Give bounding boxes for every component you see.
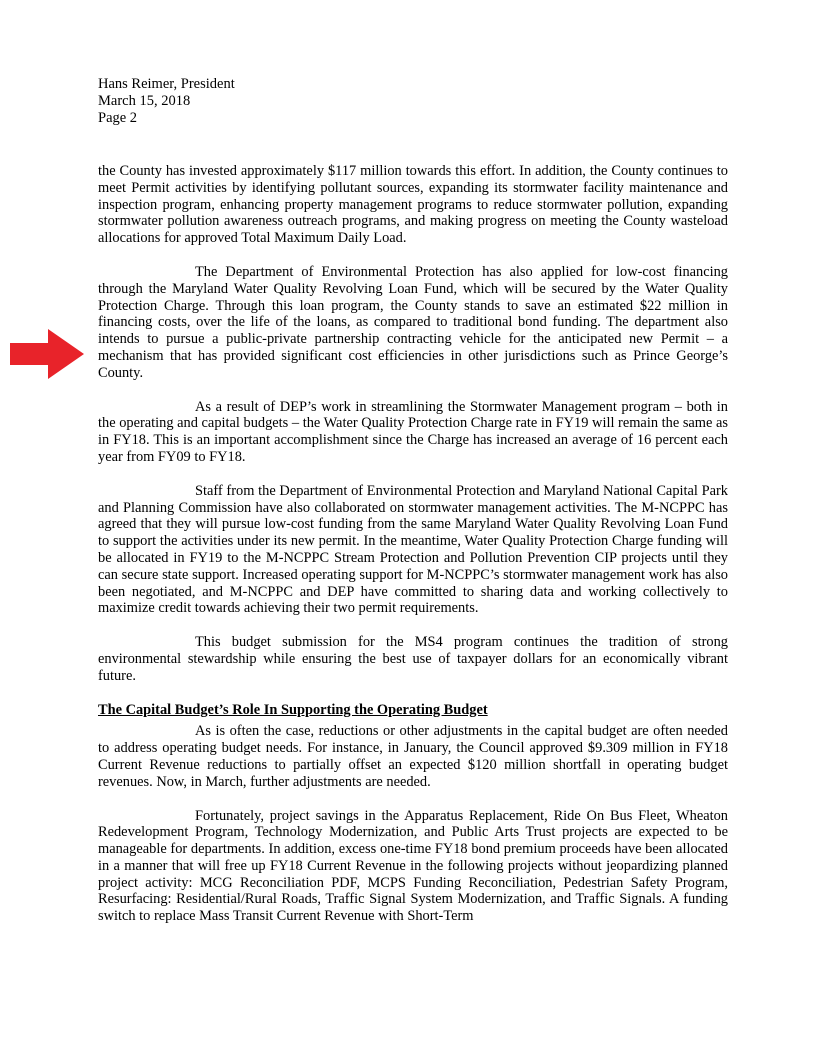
letter-body: [98, 163, 728, 942]
recipient-line: Hans Reimer, President: [98, 76, 235, 92]
paragraph-2: The Department of Environmental Protection has also applied for low-cost financing through the Maryland Water Quality Revolving Loan Fund, which will be secured by the Water Quality Protection Charge. Through this loan program, the County stands to save an estimated $22 million in financing costs, over the life of the loans, as compared to traditional bond funding. The department also intends to pursue a public-private partnership contracting vehicle for the anticipated new Permit – a mechanism that has provided significant cost efficiencies in other jurisdictions such as Prince George’s County.: [98, 263, 728, 381]
right-arrow-icon: [10, 329, 84, 379]
paragraph-4: Staff from the Department of Environmental Protection and Maryland National Capital Park and Planning Commission have also collaborated on stormwater management activities. The M-NCPPC has agreed that they will pursue low-cost funding from the same Maryland Water Quality Revolving Loan Fund to support the activities under its new permit. In the meantime, Water Quality Protection Charge funding will be allocated in FY19 to the M-NCPPC Stream Protection and Pollution Prevention CIP projects until they can secure state support. Increased operating support for M-NCPPC’s stormwater management work has also been negotiated, and M-NCPPC and DEP have committed to sharing data and working collectively to maximize credit towards achieving their two permit requirements.: [98, 482, 728, 617]
paragraph-3: As a result of DEP’s work in streamlining the Stormwater Management program – both in the operating and capital budgets – the Water Quality Protection Charge rate in FY19 will remain the same as in FY18. This is an important accomplishment since the Charge has increased an average of 16 percent each year from FY09 to FY18.: [98, 398, 728, 465]
date-line: March 15, 2018: [98, 93, 191, 109]
page-number-line: Page 2: [98, 110, 138, 126]
paragraph-6: As is often the case, reductions or other adjustments in the capital budget are often needed to address operating budget needs. For instance, in January, the Council approved $9.309 million in FY18 Current Revenue reductions to partially offset an expected $120 million shortfall in operating budget revenues. Now, in March, further adjustments are needed.: [98, 723, 728, 790]
paragraph-1: the County has invested approximately $117 million towards this effort. In addition, the County continues to meet Permit activities by identifying pollutant sources, expanding its stormwater facility maintenance and inspection program, enhancing property management programs to reduce stormwater pollution, expanding stormwater pollution awareness outreach programs, and making progress on meeting the County wasteload allocations for approved Total Maximum Daily Load.: [98, 163, 728, 247]
paragraph-5: This budget submission for the MS4 program continues the tradition of strong environmental stewardship while ensuring the best use of taxpayer dollars for an economically vibrant future.: [98, 634, 728, 684]
letter-header: [98, 76, 235, 127]
paragraph-7: Fortunately, project savings in the Apparatus Replacement, Ride On Bus Fleet, Wheaton Redevelopment Program, Technology Modernization, and Public Arts Trust projects are expected to be manageable for departments. In addition, excess one-time FY18 bond premium proceeds have been allocated in a manner that will free up FY18 Current Revenue in the following projects without jeopardizing planned project activity: MCG Reconciliation PDF, MCPS Funding Reconciliation, Pedestrian Safety Program, Resurfacing: Residential/Rural Roads, Traffic Signal System Modernization, and Traffic Signals. A funding switch to replace Mass Transit Current Revenue with Short-Term: [98, 807, 728, 925]
section-heading: The Capital Budget’s Role In Supporting the Operating Budget: [98, 701, 488, 718]
